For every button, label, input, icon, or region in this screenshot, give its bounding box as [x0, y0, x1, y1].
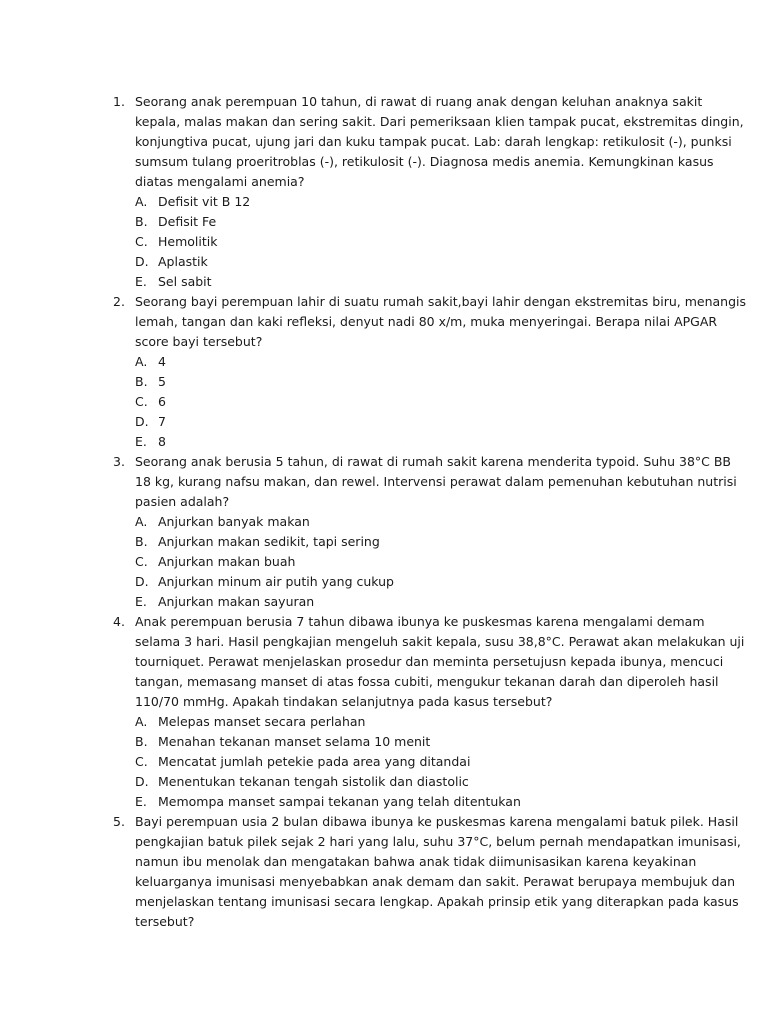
- option-text: 5: [158, 374, 166, 389]
- question-number: 5.: [113, 814, 125, 829]
- answer-option: [0, 532, 768, 552]
- option-text: Anjurkan makan sayuran: [158, 594, 315, 609]
- question-text-line: tersebut?: [135, 914, 195, 929]
- answer-option: [0, 232, 768, 252]
- question-text-line: kepala, malas makan dan sering sakit. Dari pemeriksaan klien tampak pucat, ekstremitas dingin,: [135, 114, 744, 129]
- question-4: [0, 612, 768, 812]
- option-letter: B.: [135, 214, 148, 229]
- question-text-line: tangan, memasang manset di atas fossa cubiti, mengukur tekanan darah dan diperoleh hasil: [135, 674, 719, 689]
- option-text: Mencatat jumlah petekie pada area yang ditandai: [158, 754, 471, 769]
- option-letter: D.: [135, 254, 149, 269]
- question-text-line: lemah, tangan dan kaki refleksi, denyut nadi 80 x/m, muka menyeringai. Berapa nilai APGAR: [135, 314, 718, 329]
- option-letter: E.: [135, 434, 147, 449]
- answer-option: [0, 192, 768, 212]
- answer-option: [0, 212, 768, 232]
- option-text: 6: [158, 394, 166, 409]
- question-text-line: tourniquet. Perawat menjelaskan prosedur dan meminta persetujusn kepada ibunya, mencuci: [135, 654, 724, 669]
- question-text-line: score bayi tersebut?: [135, 334, 263, 349]
- question-text-line: 18 kg, kurang nafsu makan, dan rewel. Intervensi perawat dalam pemenuhan kebutuhan nutrisi: [135, 474, 737, 489]
- option-letter: B.: [135, 734, 148, 749]
- question-text-line: 110/70 mmHg. Apakah tindakan selanjutnya pada kasus tersebut?: [135, 694, 553, 709]
- question-number: 2.: [113, 294, 125, 309]
- option-letter: D.: [135, 574, 149, 589]
- question-1: [0, 92, 768, 292]
- answer-option: [0, 712, 768, 732]
- answer-option: [0, 552, 768, 572]
- option-text: 7: [158, 414, 166, 429]
- answer-option: [0, 512, 768, 532]
- option-letter: B.: [135, 534, 148, 549]
- answer-option: [0, 772, 768, 792]
- question-2: [0, 292, 768, 452]
- question-text-line: menjelaskan tentang imunisasi secara lengkap. Apakah prinsip etik yang diterapkan pada kasus: [135, 894, 739, 909]
- question-text-line: Seorang anak berusia 5 tahun, di rawat di rumah sakit karena menderita typoid. Suhu 38°C BB: [135, 454, 732, 469]
- option-text: 4: [158, 354, 166, 369]
- answer-option: [0, 372, 768, 392]
- answer-option: [0, 752, 768, 772]
- option-text: Menentukan tekanan tengah sistolik dan diastolic: [158, 774, 469, 789]
- answer-option: [0, 352, 768, 372]
- question-number: 3.: [113, 454, 125, 469]
- option-letter: A.: [135, 714, 148, 729]
- option-text: Anjurkan makan sedikit, tapi sering: [158, 534, 380, 549]
- option-letter: D.: [135, 774, 149, 789]
- option-letter: B.: [135, 374, 148, 389]
- question-text-line: Seorang anak perempuan 10 tahun, di rawat di ruang anak dengan keluhan anaknya sakit: [135, 94, 703, 109]
- option-letter: A.: [135, 194, 148, 209]
- option-letter: C.: [135, 394, 148, 409]
- question-number: 4.: [113, 614, 125, 629]
- answer-option: [0, 252, 768, 272]
- question-text-line: namun ibu menolak dan mengatakan bahwa anak tidak diimunisasikan karena keyakinan: [135, 854, 697, 869]
- option-letter: D.: [135, 414, 149, 429]
- option-text: Defisit Fe: [158, 214, 217, 229]
- option-text: Sel sabit: [158, 274, 212, 289]
- option-letter: A.: [135, 514, 148, 529]
- question-text-line: pengkajian batuk pilek sejak 2 hari yang lalu, suhu 37°C, belum pernah mendapatkan imunisasi,: [135, 834, 741, 849]
- option-text: Anjurkan minum air putih yang cukup: [158, 574, 394, 589]
- option-letter: E.: [135, 594, 147, 609]
- question-3: [0, 452, 768, 612]
- answer-option: [0, 732, 768, 752]
- option-letter: C.: [135, 554, 148, 569]
- question-text-line: diatas mengalami anemia?: [135, 174, 305, 189]
- answer-option: [0, 792, 768, 812]
- option-text: Anjurkan banyak makan: [158, 514, 310, 529]
- question-text-line: sumsum tulang proeritroblas (-), retikulosit (-). Diagnosa medis anemia. Kemungkinan kasus: [135, 154, 714, 169]
- answer-option: [0, 272, 768, 292]
- option-text: Defisit vit B 12: [158, 194, 251, 209]
- question-text-line: pasien adalah?: [135, 494, 230, 509]
- question-text-line: selama 3 hari. Hasil pengkajian mengeluh sakit kepala, susu 38,8°C. Perawat akan melakukan uji: [135, 634, 745, 649]
- answer-option: [0, 432, 768, 452]
- question-text-line: Seorang bayi perempuan lahir di suatu rumah sakit,bayi lahir dengan ekstremitas biru, menangis: [135, 294, 746, 309]
- answer-option: [0, 412, 768, 432]
- question-text-line: keluarganya imunisasi menyebabkan anak demam dan sakit. Perawat berupaya membujuk dan: [135, 874, 736, 889]
- option-text: Memompa manset sampai tekanan yang telah ditentukan: [158, 794, 521, 809]
- question-text-line: Bayi perempuan usia 2 bulan dibawa ibunya ke puskesmas karena mengalami batuk pilek. Hasil: [135, 814, 739, 829]
- option-letter: E.: [135, 794, 147, 809]
- answer-option: [0, 392, 768, 412]
- option-letter: C.: [135, 754, 148, 769]
- option-letter: E.: [135, 274, 147, 289]
- question-number: 1.: [113, 94, 125, 109]
- option-text: Anjurkan makan buah: [158, 554, 296, 569]
- question-5: [0, 812, 768, 932]
- option-text: Melepas manset secara perlahan: [158, 714, 366, 729]
- answer-option: [0, 592, 768, 612]
- option-text: Menahan tekanan manset selama 10 menit: [158, 734, 431, 749]
- question-text-line: konjungtiva pucat, ujung jari dan kuku tampak pucat. Lab: darah lengkap: retikulosit (-), punksi: [135, 134, 732, 149]
- answer-option: [0, 572, 768, 592]
- document-page: [0, 92, 768, 932]
- option-text: Aplastik: [158, 254, 208, 269]
- option-letter: C.: [135, 234, 148, 249]
- question-text-line: Anak perempuan berusia 7 tahun dibawa ibunya ke puskesmas karena mengalami demam: [135, 614, 705, 629]
- option-letter: A.: [135, 354, 148, 369]
- option-text: 8: [158, 434, 166, 449]
- option-text: Hemolitik: [158, 234, 218, 249]
